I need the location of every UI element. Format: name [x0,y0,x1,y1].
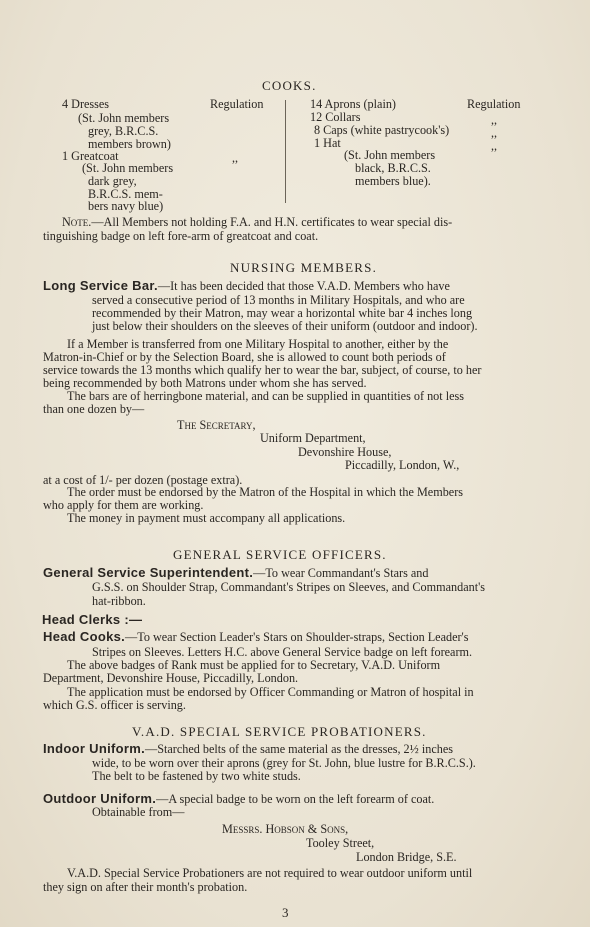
hat-desc-3: members blue). [355,174,431,188]
column-divider [285,100,286,203]
indoor-uniform-label: Indoor Uniform. [43,741,145,756]
hobson-address-2: Tooley Street, [306,836,375,850]
transfer-line-3: service towards the 13 months which qualify her to wear the bar, subject, of course, to her [43,363,482,377]
cooks-note-line-2: tinguishing badge on left fore-arm of greatcoat and coat. [43,229,319,243]
bars-line-1: The bars are of herringbone material, and can be supplied in quantities of not less [67,389,464,403]
application-line-1: The application must be endorsed by Officer Commanding or Matron of hospital in [67,685,474,699]
dresses-desc-2: grey, B.R.C.S. [88,124,159,138]
hat-mark: ,, [491,139,498,153]
long-service-line-3: recommended by their Matron, may wear a horizontal white bar 4 inches long [92,306,473,320]
final-line-2: they sign on after their month's probation. [43,880,248,894]
note-text: —All Members not holding F.A. and H.N. certificates to wear special dis- [91,215,453,229]
transfer-line-2: Matron-in-Chief or by the Selection Board, she is allowed to count both periods of [43,350,446,364]
indoor-line-2: wide, to be worn over their aprons (grey for St. John, blue lustre for B.R.C.S.). [92,756,476,770]
long-service-line-1: Long Service Bar.—It has been decided that those V.A.D. Members who have [43,278,450,293]
cooks-heading: COOKS. [262,78,317,93]
rank-line-1: The above badges of Rank must be applied for to Secretary, V.A.D. Uniform [67,658,441,672]
long-service-bar-label: Long Service Bar. [43,278,158,293]
bars-line-2: than one dozen by— [43,402,145,416]
vad-heading: V.A.D. SPECIAL SERVICE PROBATIONERS. [132,724,427,739]
dresses-desc-1: (St. John members [78,111,170,125]
hobson-address-3: London Bridge, S.E. [356,850,457,864]
greatcoat-desc-1: (St. John members [82,161,174,175]
order-line-1: The order must be endorsed by the Matron of the Hospital in which the Members [67,485,463,499]
outdoor-line-1: Outdoor Uniform.—A special badge to be worn on the left forearm of coat. [43,791,435,806]
note-label: Note. [62,215,92,229]
aprons-item: 14 Aprons (plain) [310,97,396,111]
superintendent-line-2: G.S.S. on Shoulder Strap, Commandant's Stripes on Sleeves, and Commandant's [92,580,486,594]
order-line-2: who apply for them are working. [43,498,204,512]
greatcoat-desc-4: bers navy blue) [88,199,164,213]
cost-line: at a cost of 1/- per dozen (postage extra). [43,473,243,487]
indoor-line-1: Indoor Uniform.—Starched belts of the same material as the dresses, 2½ inches [43,741,453,756]
gso-heading: GENERAL SERVICE OFFICERS. [173,547,387,562]
dresses-regulation: Regulation [210,97,264,111]
long-service-line-4: just below their shoulders on the sleeves of their uniform (outdoor and indoor). [92,319,478,333]
superintendent-label: General Service Superintendent. [43,565,254,580]
head-clerks-label: Head Clerks :— [42,612,143,627]
hat-item: 1 Hat [314,136,341,150]
caps-item: 8 Caps (white pastrycook's) [314,123,450,137]
address-house: Devonshire House, [298,445,392,459]
collars-mark: ,, [491,113,498,127]
caps-mark: ,, [491,126,498,140]
greatcoat-item: 1 Greatcoat [62,149,119,163]
superintendent-line-3: hat-ribbon. [92,594,146,608]
collars-item: 12 Collars [310,110,361,124]
page-number: 3 [282,905,289,920]
right-regulation: Regulation [467,97,521,111]
hat-desc-1: (St. John members [344,148,436,162]
indoor-line-3: The belt to be fastened by two white studs. [92,769,301,783]
hobson-address-1: Messrs. Hobson & Sons, [222,822,349,836]
nursing-heading: NURSING MEMBERS. [230,260,378,275]
outdoor-uniform-label: Outdoor Uniform. [43,791,157,806]
greatcoat-regulation: ,, [232,151,239,165]
long-service-line-2: served a consecutive period of 13 months in Military Hospitals, and who are [92,293,465,307]
address-secretary: The Secretary, [177,418,256,432]
address-dept: Uniform Department, [260,431,366,445]
money-line: The money in payment must accompany all applications. [67,511,346,525]
final-line-1: V.A.D. Special Service Probationers are not required to wear outdoor uniform until [67,866,473,880]
head-cooks-label: Head Cooks. [43,629,126,644]
application-line-2: which G.S. officer is serving. [43,698,186,712]
dresses-item: 4 Dresses [62,97,110,111]
rank-line-2: Department, Devonshire House, Piccadilly, London. [43,671,299,685]
dresses-desc-3: members brown) [88,137,171,151]
head-cooks-line-1: Head Cooks.—To wear Section Leader's Stars on Shoulder-straps, Section Leader's [43,629,469,644]
hat-desc-2: black, B.R.C.S. [355,161,431,175]
transfer-line-4: being recommended by both Matrons under whom she has served. [43,376,367,390]
greatcoat-desc-3: B.R.C.S. mem- [88,187,163,201]
address-street: Piccadilly, London, W., [345,458,460,472]
superintendent-line-1: General Service Superintendent.—To wear Commandant's Stars and [43,565,429,580]
cooks-note-line-1 [62,215,452,229]
greatcoat-desc-2: dark grey, [88,174,137,188]
head-cooks-line-2: Stripes on Sleeves. Letters H.C. above General Service badge on left forearm. [92,645,473,659]
outdoor-line-2: Obtainable from— [92,805,185,819]
transfer-line-1: If a Member is transferred from one Military Hospital to another, either by the [67,337,449,351]
